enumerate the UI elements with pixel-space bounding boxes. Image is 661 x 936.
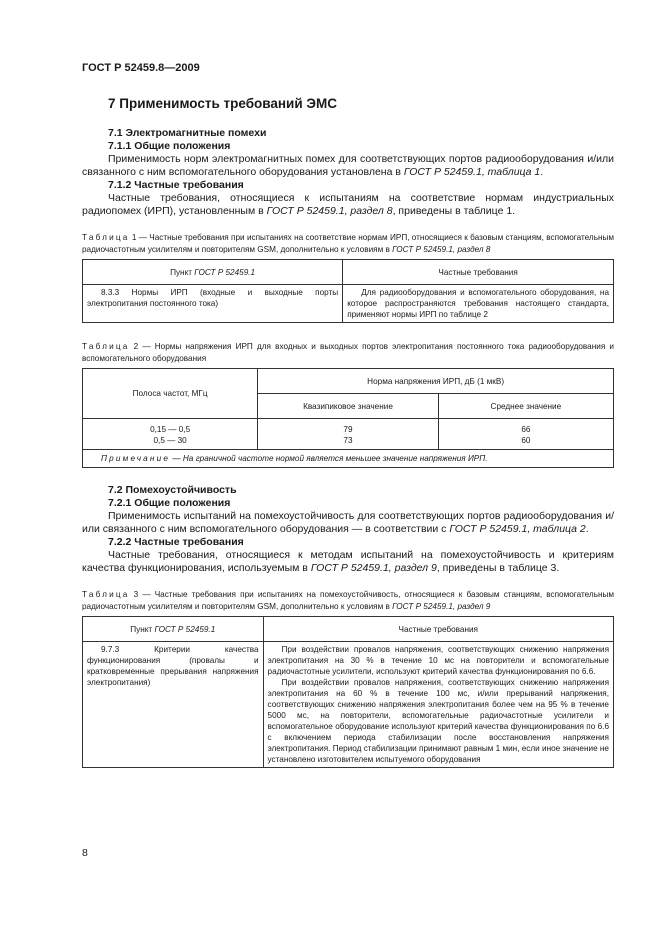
table-1-item-cell: 8.3.3 Нормы ИРП (входные и выходные порты электропитания постоянного тока) — [83, 285, 343, 323]
section-7-title: 7 Применимость требований ЭМС — [108, 96, 338, 111]
table-2-col-qp: Квазипиковое значение — [258, 394, 439, 419]
table-2-header-row-1 — [83, 369, 614, 394]
table-2-col-avg: Среднее значение — [438, 394, 613, 419]
table-2 — [82, 368, 614, 468]
table-2-col-band: Полоса частот, МГц — [83, 369, 258, 419]
section-7-1-2-text: Частные требования, относящиеся к испытаниям на соответствие нормам индустриальных радиопомех (ИРП), установленным в ГОСТ Р 52459.1, раздел 8, приведены в таблице 1. — [82, 192, 614, 217]
table-1-caption: Таблица 1 — Частные требования при испытаниях на соответствие нормам ИРП, относящиеся к базовым станциям, вспомогательным радиочастотным усилителям и повторителям GSM, дополнительно к условиям в ГОСТ Р 52459.1, раздел 8 — [82, 233, 614, 254]
table-3 — [82, 616, 614, 768]
table-2-qp-cell: 73 — [343, 436, 353, 445]
section-7-2-2-text: Частные требования, относящиеся к методам испытаний на помехоустойчивость и критериям качества функционирования, используемым в ГОСТ Р 52459.1, раздел 9, приведены в таблице 3. — [82, 549, 614, 574]
table-3-req-paragraph: При воздействии провалов напряжения, соответствующих снижению напряжения электропитания на 30 % в течение 10 мс на повторители и вспомогательные радиочастотные усилители, используют критерий качества функционирования по 6.6. — [267, 645, 609, 676]
table-row — [83, 285, 614, 323]
section-7-2-2-title: 7.2.2 Частные требования — [108, 536, 244, 548]
table-3-req-paragraph: При воздействии провалов напряжения, соответствующих снижению напряжения электропитания на 60 % в течение 100 мс, и/или прерываний напряжения, соответствующих снижению напряжения электропитания более чем на 95 % в течение 5000 мс, на повторители, вспомогательные радиочастотные усилители и вспомогательное оборудование используют критерий качества функционирования по 6.6 с включением периода стабилизации после восстановления напряжения электропитания. Период стабилизации принимают равным 1 мин, если иное значение не установлено изготовителем испытуемого оборудования — [267, 678, 609, 764]
table-2-note-row — [83, 450, 614, 468]
section-7-2-1-text: Применимость испытаний на помехоустойчивость для соответствующих портов радиооборудования и/или связанного с ним вспомогательного оборудования — в соответствии с ГОСТ Р 52459.1, таблица 2. — [82, 510, 614, 535]
table-2-col-norm: Норма напряжения ИРП, дБ (1 мкВ) — [258, 369, 614, 394]
document-header: ГОСТ Р 52459.8—2009 — [82, 62, 200, 74]
table-2-caption: Таблица 2 — Нормы напряжения ИРП для входных и выходных портов электропитания постоянного тока радиооборудования и вспомогательного оборудования — [82, 342, 614, 363]
document-page — [82, 62, 614, 768]
table-1 — [82, 259, 614, 323]
table-3-col-requirements: Частные требования — [263, 617, 613, 642]
section-7-1-title: 7.1 Электромагнитные помехи — [108, 127, 267, 139]
table-1-col-item: Пункт ГОСТ Р 52459.1 — [83, 260, 343, 285]
table-1-col-requirements: Частные требования — [343, 260, 614, 285]
table-2-band-cell: 0,5 — 30 — [153, 436, 187, 445]
table-2-avg-cell: 60 — [521, 436, 531, 445]
table-2-qp-cell: 79 — [343, 425, 353, 434]
section-7-1-2-title: 7.1.2 Частные требования — [108, 179, 244, 191]
table-2-avg-cell: 66 — [521, 425, 531, 434]
reference: ГОСТ Р 52459.1, раздел 9 — [310, 562, 437, 574]
table-2-band-cell: 0,15 — 0,5 — [150, 425, 191, 434]
reference: ГОСТ Р 52459.1, таблица 2 — [449, 523, 586, 535]
table-1-req-cell: Для радиооборудования и вспомогательного оборудования, на которое распространяются требования настоящего стандарта, применяют нормы ИРП по таблице 2 — [343, 285, 614, 323]
section-7-1-1-text: Применимость норм электромагнитных помех для соответствующих портов радиооборудования и/или связанного с ним вспомогательного оборудования установлена в ГОСТ Р 52459.1, таблица 1. — [82, 153, 614, 178]
table-2-note: Примечание — На граничной частоте нормой является меньшее значение напряжения ИРП. — [83, 450, 614, 468]
table-3-col-item: Пункт ГОСТ Р 52459.1 — [83, 617, 264, 642]
section-7-2-1-title: 7.2.1 Общие положения — [108, 497, 231, 509]
table-row — [83, 642, 614, 768]
reference: ГОСТ Р 52459.1, таблица 1 — [403, 166, 541, 178]
table-3-item-cell: 9.7.3 Критерии качества функционирования (провалы и кратковременные прерывания напряжения электропитания) — [83, 642, 264, 768]
table-3-caption: Таблица 3 — Частные требования при испытаниях на помехоустойчивость, относящиеся к базовым станциям, вспомогательным радиочастотным усилителям и повторителям GSM, дополнительно к условиям в ГОСТ Р 52459.1, раздел 9 — [82, 590, 614, 611]
table-3-header-row — [83, 617, 614, 642]
table-1-header-row — [83, 260, 614, 285]
section-7-2-title: 7.2 Помехоустойчивость — [108, 484, 237, 496]
section-7-1-1-title: 7.1.1 Общие положения — [108, 140, 231, 152]
page-number: 8 — [82, 847, 88, 859]
table-row — [83, 419, 614, 450]
reference: ГОСТ Р 52459.1, раздел 8 — [266, 205, 393, 217]
